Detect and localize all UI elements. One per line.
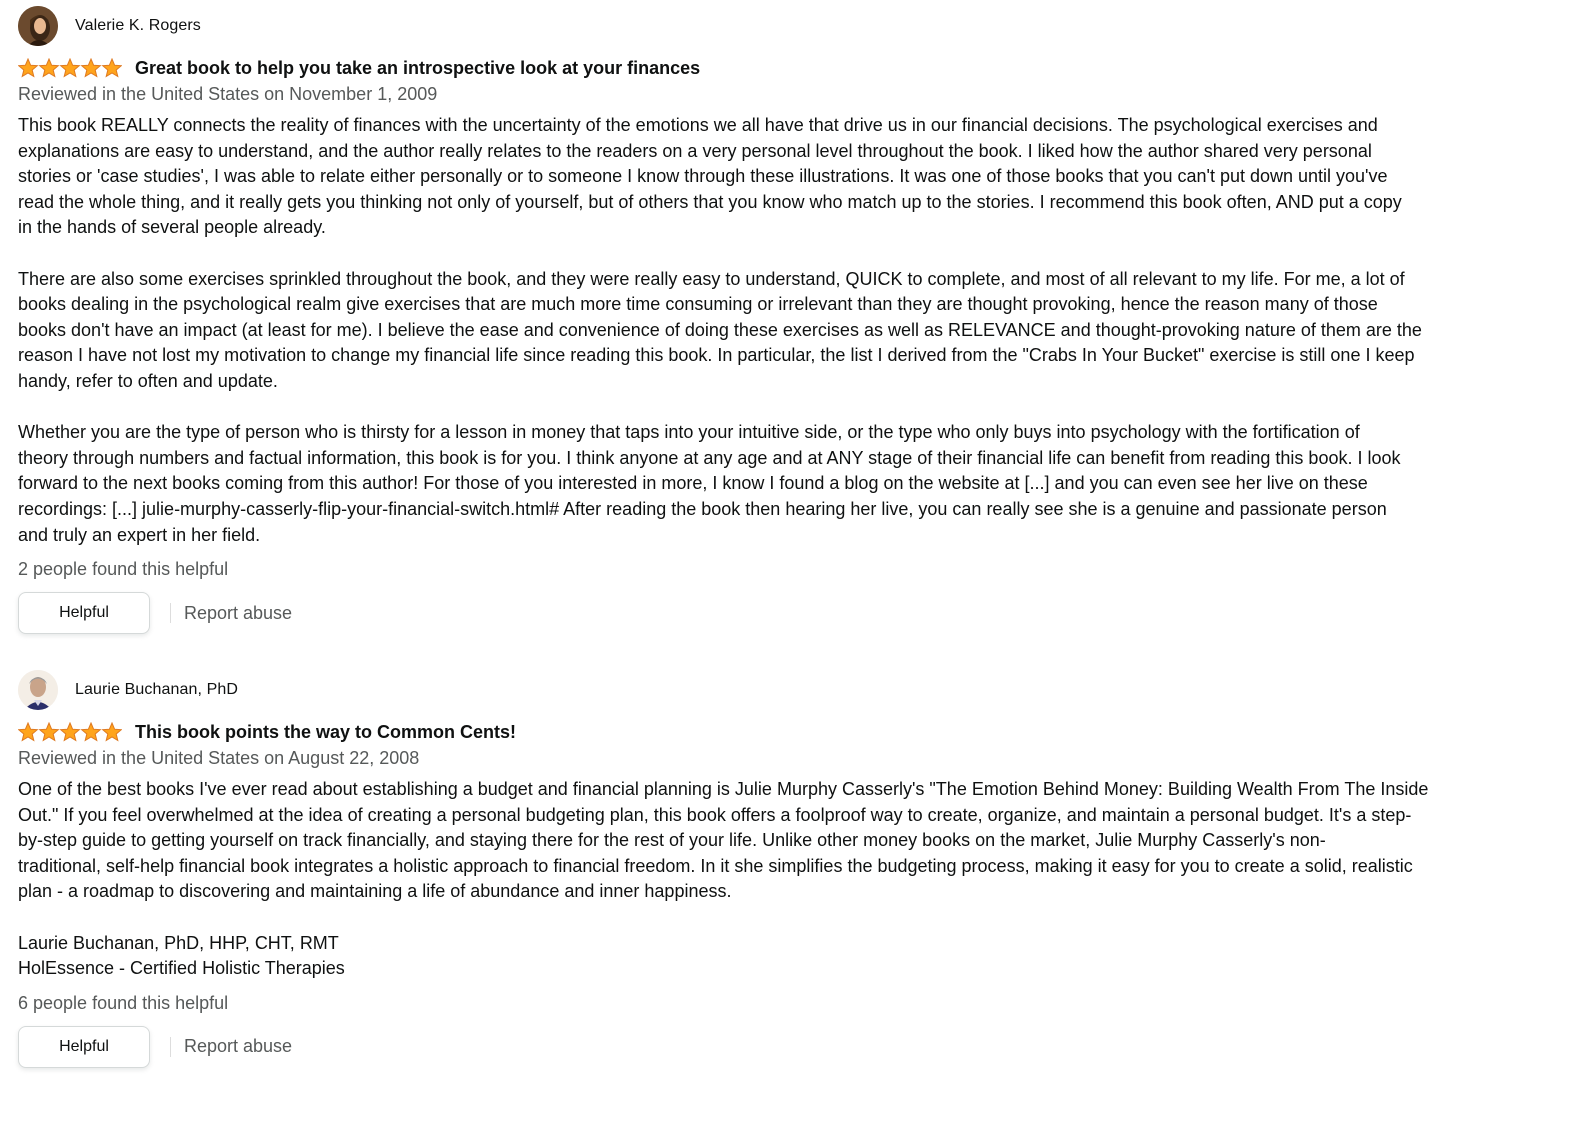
avatar-photo-icon bbox=[18, 670, 58, 710]
avatar[interactable] bbox=[18, 6, 58, 46]
helpful-button[interactable]: Helpful bbox=[18, 1026, 150, 1068]
review-line: plan - a roadmap to discovering and maintaining a life of abundance and inner happiness. bbox=[18, 881, 732, 902]
review-line: One of the best books I've ever read about establishing a budget and financial planning is Julie Murphy Casserly's "The Emotion Behind Money: Building Wealth From The Inside bbox=[18, 779, 1429, 800]
reviewer-name[interactable]: Valerie K. Rogers bbox=[75, 17, 201, 34]
review-line: forward to the next books coming from this author! For those of you interested in more, I know I found a blog on the website at [...] and you can even see her live on these bbox=[18, 473, 1368, 494]
review bbox=[18, 669, 1498, 1069]
review-line: stories or 'case studies', I was able to relate either personally or to someone I know through these illustrations. It was one of those books that you can't put down until you've bbox=[18, 166, 1388, 187]
review-line: and truly an expert in her field. bbox=[18, 524, 261, 545]
review-line: books don't have an impact (at least for me). I believe the ease and convenience of doing these exercises as well as RELEVANCE and thought-provoking nature of them are the bbox=[18, 319, 1422, 340]
review-line: handy, refer to often and update. bbox=[18, 370, 278, 391]
review-line: traditional, self-help financial book integrates a holistic approach to financial freedom. In it she simplifies the budgeting process, making it easy for you to create a solid, realistic bbox=[18, 855, 1413, 876]
helpful-count: 2 people found this helpful bbox=[18, 559, 229, 580]
star-rating[interactable] bbox=[18, 58, 122, 78]
review-line: by-step guide to getting yourself on track financially, and staying there for the rest of your life. Unlike other money books on the market, Julie Murphy Casserly's non- bbox=[18, 830, 1326, 851]
review-line: HolEssence - Certified Holistic Therapies bbox=[18, 958, 345, 979]
review-body bbox=[18, 777, 1498, 982]
review-line: in the hands of several people already. bbox=[18, 217, 326, 238]
review-line: This book REALLY connects the reality of finances with the uncertainty of the emotions we all have that drive us in our financial decisions. The psychological exercises and bbox=[18, 115, 1378, 135]
review-line: theory through numbers and factual information, this book is for you. I think anyone at any age and at ANY stage of their financial life can benefit from reading this book. I look bbox=[18, 447, 1401, 468]
review-paragraph bbox=[18, 420, 1498, 548]
review-actions bbox=[18, 1025, 1498, 1069]
review-actions bbox=[18, 591, 1498, 635]
reviewer-profile[interactable] bbox=[18, 669, 1498, 711]
reviewer-profile[interactable] bbox=[18, 5, 1498, 47]
review-line: read the whole thing, and it really gets you thinking not only of yourself, but of others that you know who match up to the stories. I recommend this book often, AND put a copy bbox=[18, 191, 1402, 212]
review-paragraph bbox=[18, 931, 1498, 982]
report-abuse-link[interactable]: Report abuse bbox=[184, 1036, 293, 1057]
review-title[interactable]: Great book to help you take an introspective look at your finances bbox=[135, 57, 701, 78]
review-title-row bbox=[18, 56, 1498, 80]
reviewer-name[interactable]: Laurie Buchanan, PhD bbox=[75, 681, 238, 699]
review-paragraph bbox=[18, 267, 1498, 395]
review-line: explanations are easy to understand, and the author really relates to the readers on a very personal level throughout the book. I liked how the author shared very personal bbox=[18, 140, 1372, 161]
review-line: Out." If you feel overwhelmed at the idea of creating a personal budgeting plan, this book offers a foolproof way to create, organize, and maintain a personal budget. It's a step- bbox=[18, 804, 1412, 825]
avatar[interactable] bbox=[18, 670, 58, 710]
review-paragraph bbox=[18, 777, 1498, 905]
star-icon bbox=[18, 58, 122, 78]
star-rating[interactable] bbox=[18, 722, 122, 742]
star-icon bbox=[18, 722, 122, 742]
avatar-photo-icon bbox=[18, 6, 58, 46]
review-date: Reviewed in the United States on August 22, 2008 bbox=[18, 748, 420, 769]
review-line: Laurie Buchanan, PhD, HHP, CHT, RMT bbox=[18, 932, 339, 953]
review-date: Reviewed in the United States on November 1, 2009 bbox=[18, 84, 438, 104]
helpful-count: 6 people found this helpful bbox=[18, 992, 229, 1013]
review bbox=[18, 5, 1498, 635]
action-divider bbox=[170, 1037, 171, 1057]
review-body bbox=[18, 113, 1498, 548]
review-line: recordings: [...] julie-murphy-casserly-flip-your-financial-switch.html# After reading the book then hearing her live, you can really see she is a genuine and passionate person bbox=[18, 498, 1387, 519]
review-title[interactable]: This book points the way to Common Cents! bbox=[135, 721, 517, 742]
review-line: There are also some exercises sprinkled throughout the book, and they were really easy to understand, QUICK to complete, and most of all relevant to my life. For me, a lot of bbox=[18, 268, 1405, 289]
review-line: Whether you are the type of person who is thirsty for a lesson in money that taps into your intuitive side, or the type who only buys into psychology with the fortification of bbox=[18, 422, 1360, 443]
report-abuse-link[interactable]: Report abuse bbox=[184, 602, 293, 623]
review-title-row bbox=[18, 720, 1498, 744]
review-line: reason I have not lost my motivation to change my financial life since reading this book. In particular, the list I derived from the "Crabs In Your Bucket" exercise is still one I keep bbox=[18, 345, 1415, 366]
review-paragraph bbox=[18, 113, 1498, 241]
helpful-button[interactable]: Helpful bbox=[18, 592, 150, 634]
reviews-list bbox=[18, 5, 1498, 1069]
review-line: books dealing in the psychological realm give exercises that are much more time consuming or irrelevant than they are thought provoking, hence the reason many of those bbox=[18, 294, 1378, 315]
action-divider bbox=[170, 603, 171, 623]
